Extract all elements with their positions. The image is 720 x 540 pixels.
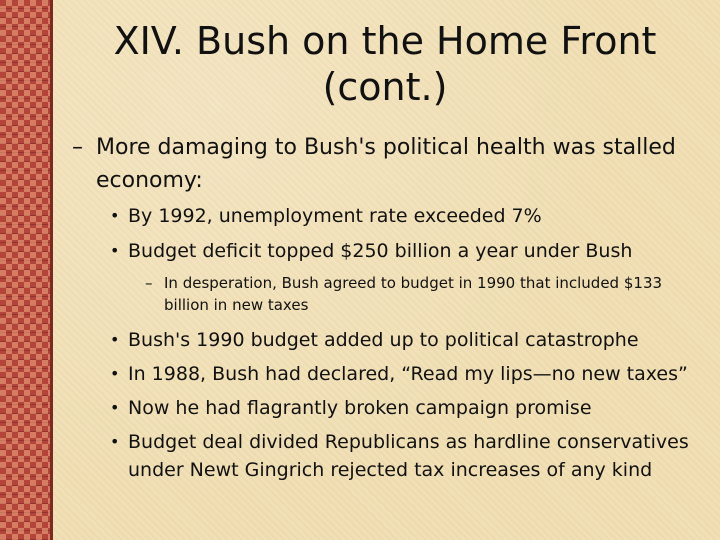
decorative-border xyxy=(0,0,50,540)
level1-item xyxy=(72,131,702,197)
title-line-1: XIV. Bush on the Home Front xyxy=(113,19,657,63)
bullet-item xyxy=(110,360,710,388)
slide-title xyxy=(70,18,700,110)
bullet-item xyxy=(110,428,710,484)
level1-dash-marker: – xyxy=(72,135,83,160)
bullet-marker: • xyxy=(110,364,120,383)
bullet-text: Budget deal divided Republicans as hardline conservatives under Newt Gingrich rejected tax increases of any kind xyxy=(128,431,689,481)
bullet-item xyxy=(110,202,710,230)
level3-dash-marker: – xyxy=(145,274,153,292)
bullet-marker: • xyxy=(110,206,120,225)
level1-text: More damaging to Bush's political health was stalled economy: xyxy=(96,135,676,193)
title-line-2: (cont.) xyxy=(322,65,448,109)
bullet-item xyxy=(110,237,710,265)
border-divider xyxy=(50,0,53,540)
bullet-text: Budget deficit topped $250 billion a year under Bush xyxy=(128,240,633,262)
bullet-text: Bush's 1990 budget added up to political catastrophe xyxy=(128,329,639,351)
bullet-marker: • xyxy=(110,241,120,260)
bullet-item xyxy=(110,326,710,354)
bullet-marker: • xyxy=(110,330,120,349)
bullet-marker: • xyxy=(110,432,120,451)
bullet-marker: • xyxy=(110,398,120,417)
bullet-text: Now he had flagrantly broken campaign promise xyxy=(128,397,592,419)
level3-text: In desperation, Bush agreed to budget in 1990 that included $133 billion in new taxes xyxy=(164,274,663,314)
bullet-text: By 1992, unemployment rate exceeded 7% xyxy=(128,205,542,227)
bullet-text: In 1988, Bush had declared, “Read my lips—no new taxes” xyxy=(128,363,688,385)
bullet-item xyxy=(110,394,710,422)
level3-item xyxy=(145,272,705,316)
